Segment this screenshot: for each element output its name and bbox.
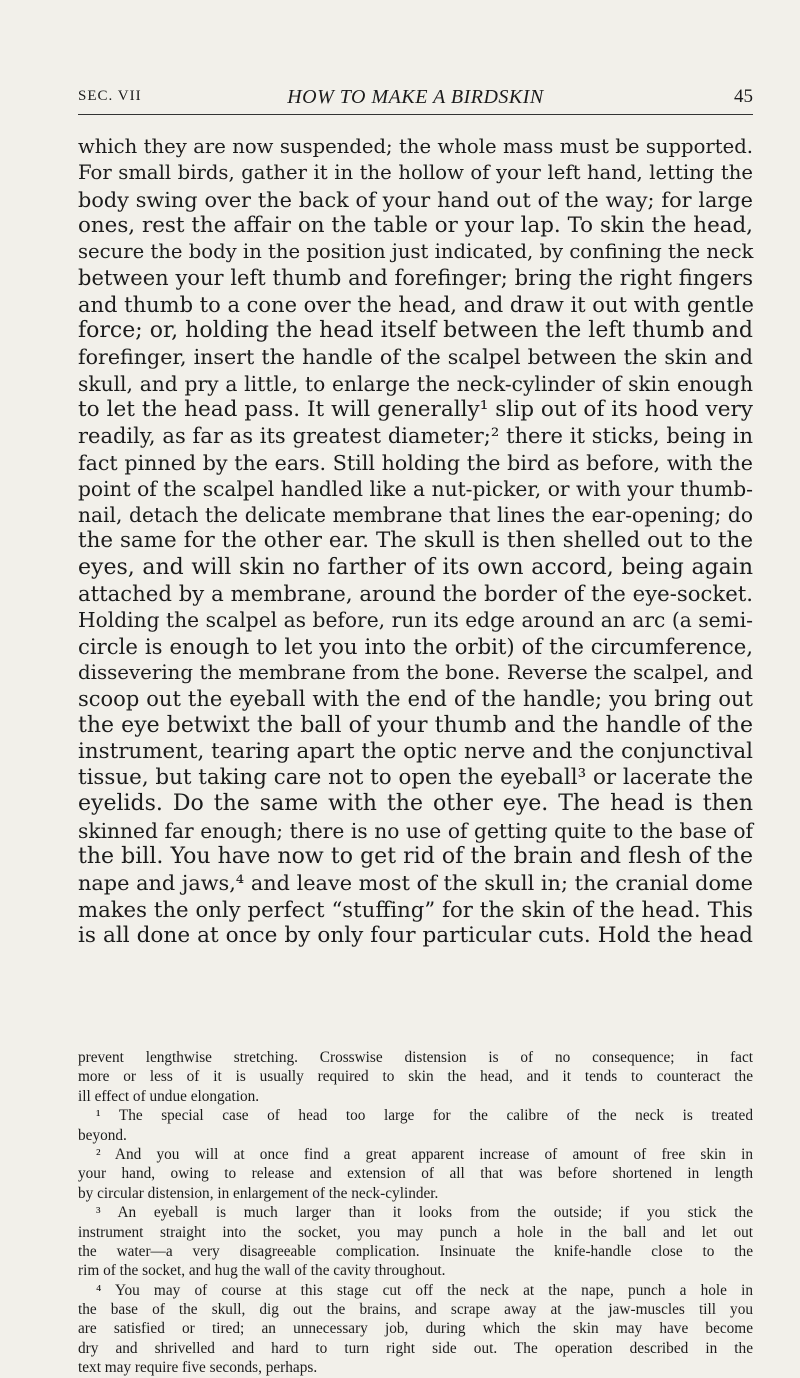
body-line: dissevering the membrane from the bone. Reverse the scalpel, and (78, 660, 753, 684)
body-line: force; or, holding the head itself between the left thumb and (78, 318, 753, 344)
footnote-line: ill effect of undue elongation. (78, 1087, 260, 1105)
footnote-line: beyond. (78, 1126, 127, 1144)
body-line: is all done at once by only four particular cuts. Hold the head (78, 922, 753, 948)
body-line: skinned far enough; there is no use of getting quite to the base of (78, 818, 753, 843)
body-line: the same for the other ear. The skull is then shelled out to the (78, 528, 753, 554)
body-line: point of the scalpel handled like a nut-picker, or with your thumb- (78, 476, 753, 501)
body-line: nail, detach the delicate membrane that lines the ear-opening; do (78, 503, 753, 528)
body-line: eyelids. Do the same with the other eye. The head is then (78, 791, 753, 817)
footnote-line: the base of the skull, dig out the brains, and scrape away at the jaw-muscles till you (78, 1301, 753, 1319)
running-header (78, 86, 753, 112)
body-line: body swing over the back of your hand out of the way; for large (78, 187, 753, 212)
body-line: attached by a membrane, around the border of the eye-socket. (78, 581, 753, 607)
footnote-line: are satisfied or tired; an unnecessary job, during which the skin may have become (78, 1320, 753, 1338)
footnote-line: ² And you will at once find a great apparent increase of amount of free skin in (96, 1145, 753, 1163)
footnote-line: prevent lengthwise stretching. Crosswise distension is of no consequence; in fact (78, 1049, 753, 1066)
body-line: circle is enough to let you into the orbit) of the circumference, (78, 633, 753, 659)
body-text (78, 134, 753, 949)
body-line: scoop out the eyeball with the end of the handle; you bring out (78, 687, 753, 712)
body-line: the eye betwixt the ball of your thumb and the handle of the (78, 712, 753, 738)
footnote-line: more or less of it is usually required to skin the head, and it tends to counteract the (78, 1068, 753, 1086)
footnote-line: the water—a very disagreeable complication. Insinuate the knife-handle close to the (78, 1242, 753, 1260)
footnote-line: ¹ The special case of head too large for the calibre of the neck is treated (96, 1107, 753, 1125)
footnotes (78, 1048, 753, 1378)
footnote-line: ⁴ You may of course at this stage cut off the neck at the nape, punch a hole in (96, 1281, 753, 1299)
footnote-line: your hand, owing to release and extension of all that was before shortened in length (78, 1165, 753, 1183)
body-line: makes the only perfect “stuffing” for the skin of the head. This (78, 896, 753, 922)
body-line: readily, as far as its greatest diameter;² there it sticks, being in (78, 424, 753, 449)
body-line: For small birds, gather it in the hollow of your left hand, letting the (78, 161, 753, 185)
body-line: nape and jaws,⁴ and leave most of the skull in; the cranial dome (78, 871, 753, 896)
body-line: instrument, tearing apart the optic nerve and the conjunctival (78, 738, 753, 764)
footnote-line: dry and shrivelled and hard to turn right side out. The operation described in the (78, 1339, 753, 1357)
body-line: forefinger, insert the handle of the scalpel between the skin and (78, 345, 753, 370)
body-line: which they are now suspended; the whole mass must be supported. (78, 135, 753, 158)
footnote-line: rim of the socket, and hug the wall of the cavity throughout. (78, 1262, 446, 1280)
footnote-line: text may require five seconds, perhaps. (78, 1359, 318, 1377)
page-number: 45 (734, 86, 753, 107)
body-line: Holding the scalpel as before, run its edge around an arc (a semi- (78, 608, 753, 633)
footnote-line: instrument straight into the socket, you may punch a hole in the ball and let out (78, 1223, 753, 1241)
footnote-line: by circular distension, in enlargement of the neck-cylinder. (78, 1184, 439, 1202)
body-line: skull, and pry a little, to enlarge the neck-cylinder of skin enough (78, 371, 753, 396)
footnote-line: ³ An eyeball is much larger than it looks from the outside; if you stick the (96, 1204, 753, 1222)
body-line: the bill. You have now to get rid of the brain and flesh of the (78, 844, 753, 870)
header-rule (78, 114, 753, 115)
body-line: ones, rest the affair on the table or your lap. To skin the head, (78, 212, 753, 238)
body-line: and thumb to a cone over the head, and draw it out with gentle (78, 292, 754, 317)
section-label: SEC. VII (78, 88, 142, 104)
running-title: HOW TO MAKE A BIRDSKIN (287, 86, 544, 108)
body-line: tissue, but taking care not to open the eyeball³ or lacerate the (78, 765, 754, 791)
body-line: secure the body in the position just indicated, by confining the neck (78, 240, 754, 264)
body-line: eyes, and will skin no farther of its own accord, being again (78, 554, 753, 580)
body-line: between your left thumb and forefinger; bring the right fingers (78, 266, 753, 291)
body-line: fact pinned by the ears. Still holding the bird as before, with the (78, 450, 753, 475)
body-line: to let the head pass. It will generally¹ slip out of its hood very (78, 396, 753, 422)
